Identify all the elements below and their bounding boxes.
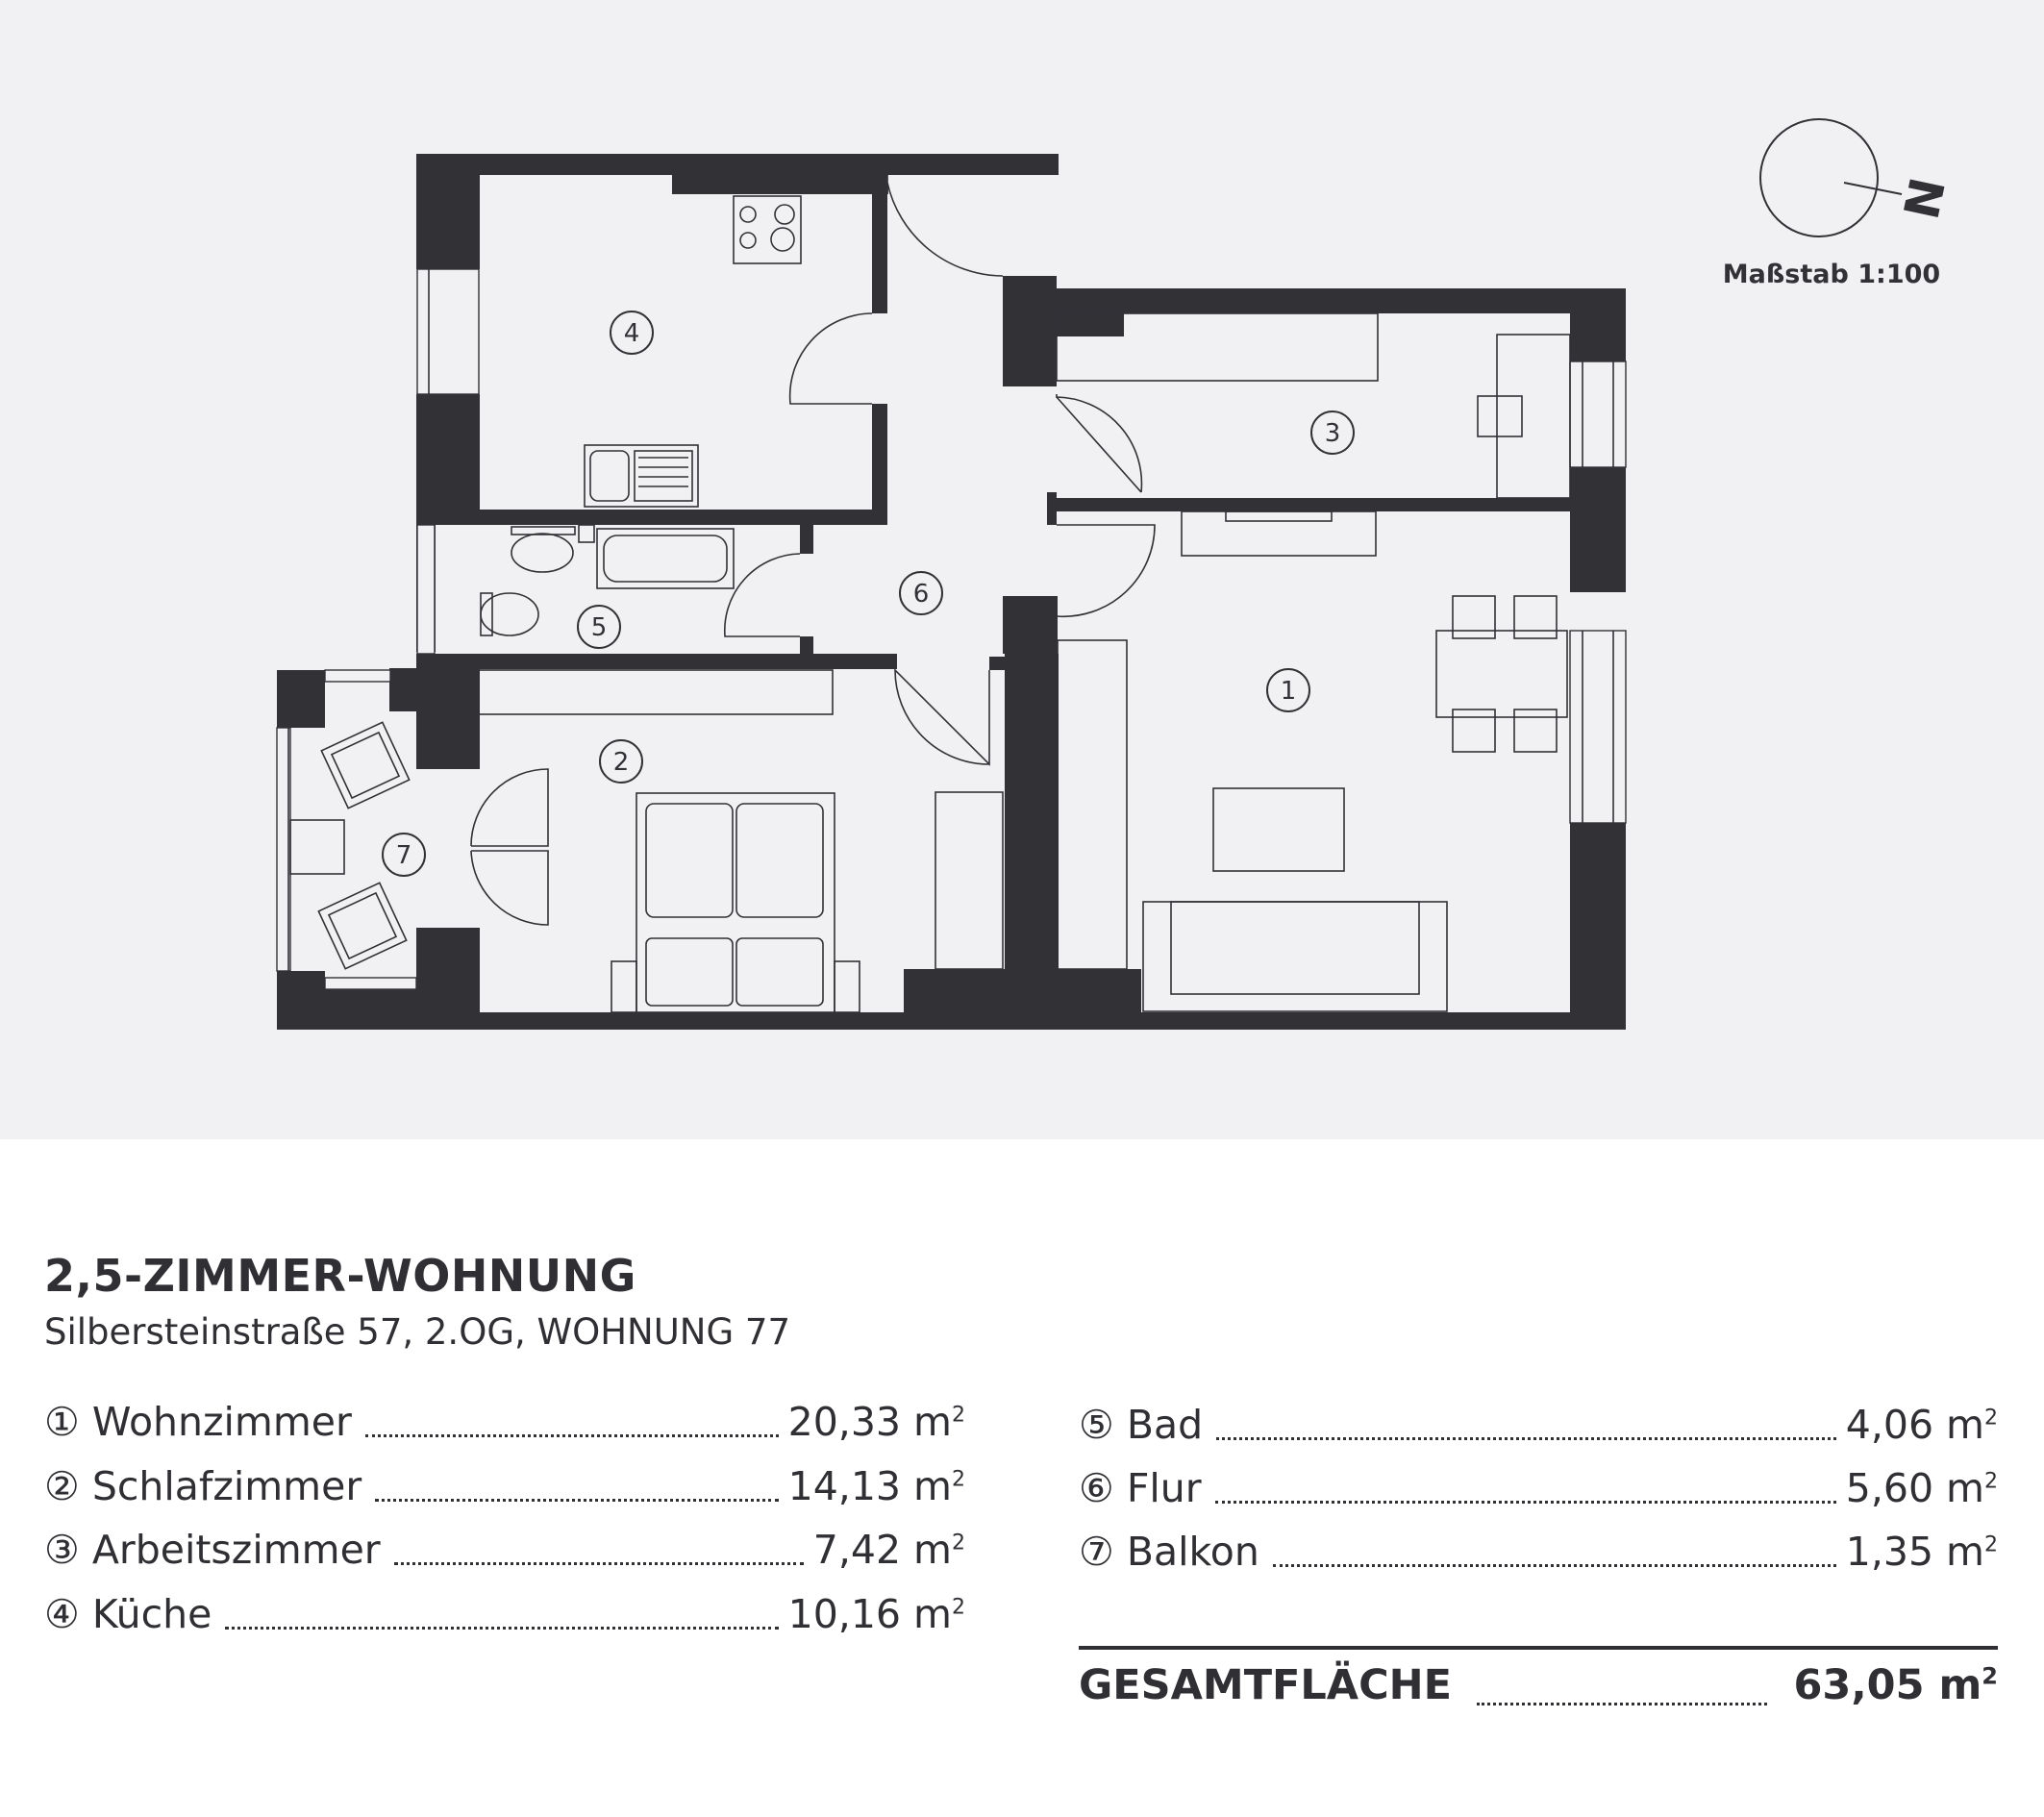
unit-exponent: 2 (1982, 1662, 1998, 1690)
total-area-row (1079, 1661, 1998, 1715)
room-area: 4,06 m (1845, 1402, 1984, 1448)
scale-label: Maßstab 1:100 (1722, 260, 1941, 289)
apartment-address: Silbersteinstraße 57, 2.OG, WOHNUNG 77 (44, 1311, 790, 1353)
room-marker: ⑥ (1079, 1465, 1114, 1511)
leader-dots (225, 1626, 778, 1630)
room-name: Flur (1126, 1465, 1202, 1511)
leader-dots (375, 1498, 778, 1502)
room-area: 1,35 m (1845, 1529, 1984, 1575)
room-row-bad (1079, 1402, 1998, 1450)
total-area: 63,05 m (1793, 1661, 1982, 1709)
unit-exponent: 2 (952, 1531, 965, 1556)
room-number-7 (383, 834, 425, 876)
north-arrow-icon (1760, 119, 1955, 236)
svg-text:7: 7 (395, 841, 412, 870)
room-name: Schlafzimmer (91, 1463, 362, 1509)
room-row-wohnzimmer (44, 1399, 965, 1447)
room-marker: ⑤ (1079, 1402, 1114, 1448)
room-row-schlafzimmer (44, 1463, 965, 1511)
room-name: Balkon (1126, 1529, 1259, 1575)
svg-text:2: 2 (612, 748, 630, 777)
unit-exponent: 2 (952, 1595, 965, 1620)
room-area: 7,42 m (812, 1527, 952, 1573)
room-marker: ⑦ (1079, 1529, 1114, 1575)
svg-text:4: 4 (623, 319, 640, 348)
unit-exponent: 2 (1984, 1406, 1998, 1431)
unit-exponent: 2 (1984, 1532, 1998, 1557)
room-marker: ① (44, 1399, 80, 1445)
room-area: 14,13 m (787, 1463, 952, 1509)
leader-dots (1215, 1500, 1836, 1504)
leader-dots (365, 1433, 779, 1437)
room-area: 5,60 m (1845, 1465, 1984, 1511)
svg-text:6: 6 (912, 580, 930, 609)
svg-text:5: 5 (590, 613, 608, 642)
room-marker: ④ (44, 1591, 80, 1637)
leader-dots (1477, 1703, 1766, 1705)
room-name: Wohnzimmer (91, 1399, 352, 1445)
unit-exponent: 2 (952, 1467, 965, 1492)
svg-text:3: 3 (1324, 419, 1341, 448)
room-number-6 (900, 572, 942, 614)
total-divider (1079, 1646, 1998, 1650)
room-number-4 (611, 311, 653, 354)
leader-dots (1216, 1436, 1836, 1440)
room-row-flur (1079, 1465, 1998, 1513)
room-number-3 (1311, 411, 1354, 454)
svg-text:1: 1 (1280, 677, 1297, 706)
room-marker: ② (44, 1463, 80, 1509)
room-area: 10,16 m (787, 1591, 952, 1637)
room-number-2 (600, 740, 642, 783)
leader-dots (394, 1561, 804, 1565)
apartment-title: 2,5-ZIMMER-WOHNUNG (44, 1250, 636, 1302)
room-number-1 (1267, 669, 1309, 711)
room-row-arbeitszimmer (44, 1527, 965, 1575)
room-name: Bad (1126, 1402, 1204, 1448)
room-number-5 (578, 606, 620, 648)
total-label: GESAMTFLÄCHE (1079, 1661, 1453, 1709)
unit-exponent: 2 (952, 1403, 965, 1428)
leader-dots (1273, 1563, 1836, 1567)
room-marker: ③ (44, 1527, 80, 1573)
unit-exponent: 2 (1984, 1469, 1998, 1494)
room-area: 20,33 m (787, 1399, 952, 1445)
room-row-kueche (44, 1591, 965, 1639)
room-name: Arbeitszimmer (91, 1527, 381, 1573)
room-name: Küche (91, 1591, 212, 1637)
svg-text:N: N (1891, 172, 1955, 224)
room-row-balkon (1079, 1529, 1998, 1577)
